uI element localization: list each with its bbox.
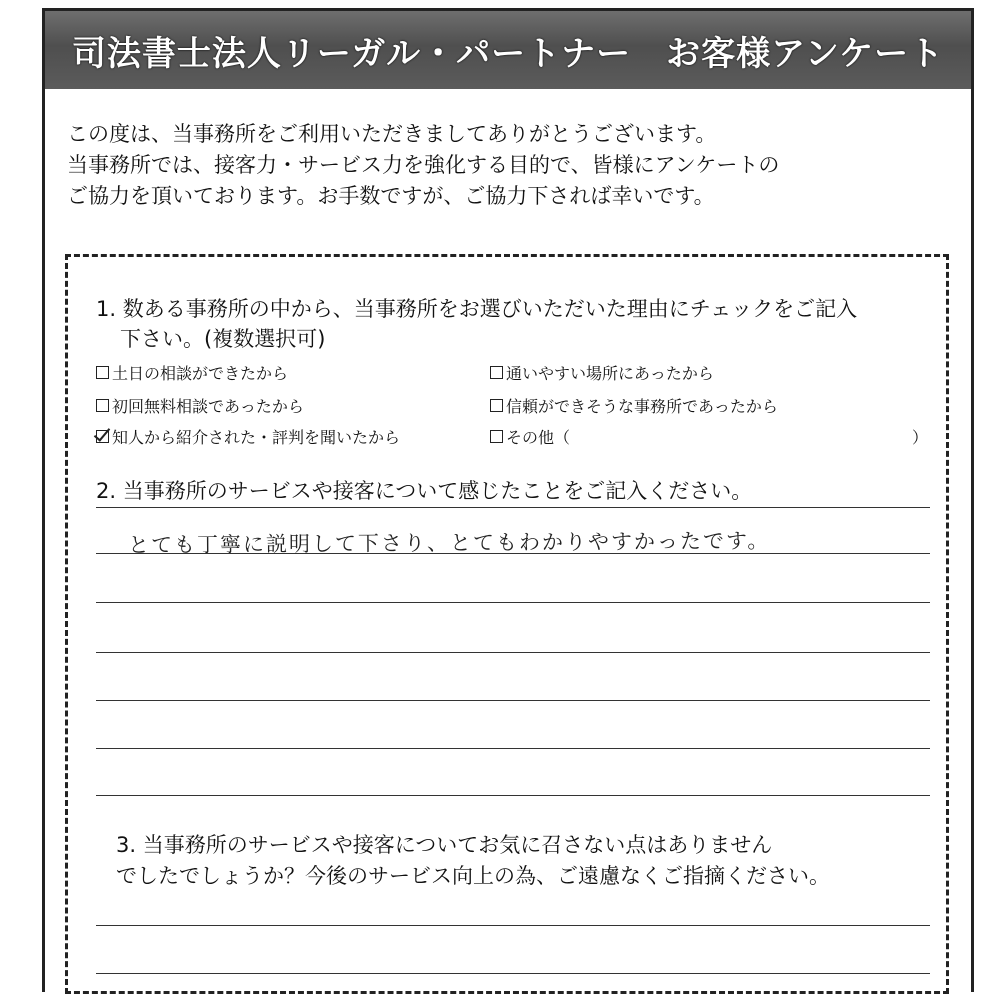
q1-title-line2: 下さい。(複数選択可) xyxy=(120,327,326,351)
checkbox-icon[interactable] xyxy=(490,366,503,379)
question-box xyxy=(65,254,949,994)
option-convenient-location[interactable] xyxy=(490,361,714,384)
intro-text xyxy=(67,119,947,212)
option-other[interactable] xyxy=(490,425,570,448)
checked-checkbox-icon[interactable] xyxy=(96,430,109,443)
intro-line: 当事務所では、接客力・サービス力を強化する目的で、皆様にアンケートの xyxy=(67,153,780,177)
checkbox-icon[interactable] xyxy=(490,430,503,443)
option-label: その他（ xyxy=(506,428,571,447)
intro-line: ご協力を頂いております。お手数ですが、ご協力下されば幸いです。 xyxy=(67,184,715,208)
q3-title-line2: でしたでしょうか？今後のサービス向上の為、ご遠慮なくご指摘ください。 xyxy=(116,864,830,888)
intro-line: この度は、当事務所をご利用いただきましてありがとうございます。 xyxy=(67,122,717,146)
checkbox-icon[interactable] xyxy=(96,399,109,412)
option-referral[interactable] xyxy=(96,425,400,448)
option-label: 土日の相談ができたから xyxy=(112,364,289,383)
q2-title: 2. 当事務所のサービスや接客について感じたことをご記入ください。 xyxy=(96,479,753,503)
option-label: 通いやすい場所にあったから xyxy=(506,364,714,383)
title-bar xyxy=(45,11,971,89)
answer-line[interactable] xyxy=(96,925,930,926)
answer-line[interactable] xyxy=(96,700,930,701)
answer-line[interactable] xyxy=(96,652,930,653)
answer-line[interactable] xyxy=(96,795,930,796)
checkbox-icon[interactable] xyxy=(490,399,503,412)
survey-sheet xyxy=(42,8,974,992)
option-label: 信頼ができそうな事務所であったから xyxy=(506,397,778,416)
survey-title: 司法書士法人リーガル・パートナー お客様アンケート xyxy=(71,33,945,74)
handwritten-answer: とても丁寧に説明して下さり、とてもわかりやすかったです。 xyxy=(127,528,771,558)
q1-title-line1: 1. 数ある事務所の中から、当事務所をお選びいただいた理由にチェックをご記入 xyxy=(96,297,858,321)
answer-line xyxy=(96,507,930,508)
q3-title-line1: 3. 当事務所のサービスや接客についてお気に召さない点はありません xyxy=(116,833,773,857)
option-label: 初回無料相談であったから xyxy=(112,397,304,416)
answer-line[interactable] xyxy=(96,748,930,749)
answer-line[interactable] xyxy=(96,973,930,974)
option-trustworthy[interactable] xyxy=(490,394,778,417)
option-weekend-consult[interactable] xyxy=(96,361,288,384)
answer-line[interactable] xyxy=(96,602,930,603)
answer-line[interactable] xyxy=(96,553,930,554)
other-close-paren: ） xyxy=(912,428,929,447)
option-label: 知人から紹介された・評判を聞いたから xyxy=(112,428,401,447)
option-free-consult[interactable] xyxy=(96,394,304,417)
checkbox-icon[interactable] xyxy=(96,366,109,379)
